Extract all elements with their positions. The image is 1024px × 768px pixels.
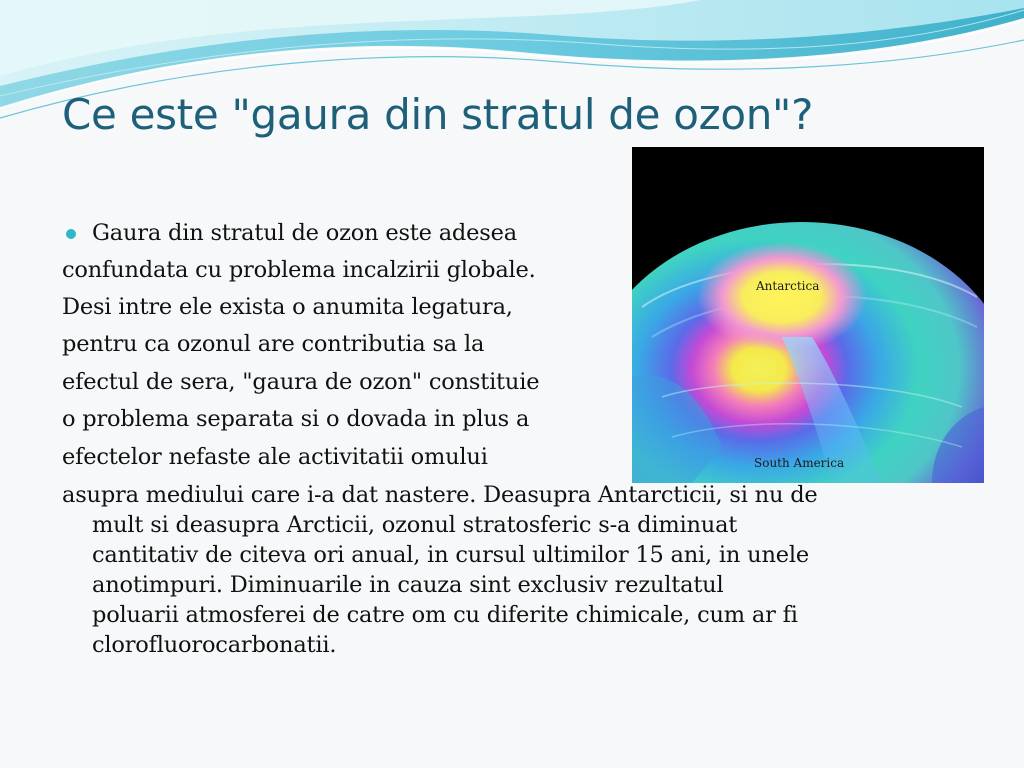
bullet-dot-icon bbox=[66, 229, 76, 239]
south-america-label: South America bbox=[754, 456, 845, 470]
antarctica-label: Antarctica bbox=[756, 279, 820, 293]
paragraph-line: efectul de sera, "gaura de ozon" constituie bbox=[62, 369, 540, 395]
paragraph-line: poluarii atmosferei de catre om cu diferite chimicale, cum ar fi bbox=[92, 602, 798, 628]
paragraph-line: pentru ca ozonul are contributia sa la bbox=[62, 331, 485, 357]
slide-title: Ce este "gaura din stratul de ozon"? bbox=[62, 90, 814, 139]
ozone-hole-map-icon bbox=[632, 147, 984, 483]
paragraph-line: Desi intre ele exista o anumita legatura, bbox=[62, 294, 513, 320]
paragraph-line: anotimpuri. Diminuarile in cauza sint exclusiv rezultatul bbox=[92, 572, 724, 598]
paragraph-line: mult si deasupra Arcticii, ozonul stratosferic s-a diminuat bbox=[92, 512, 738, 538]
paragraph-line: confundata cu problema incalzirii globale. bbox=[62, 257, 536, 283]
paragraph-line: Gaura din stratul de ozon este adesea bbox=[92, 220, 517, 246]
ozone-hole-image bbox=[632, 147, 984, 483]
paragraph-line: asupra mediului care i-a dat nastere. Deasupra Antarcticii, si nu de bbox=[62, 482, 818, 508]
paragraph-line: clorofluorocarbonatii. bbox=[92, 632, 337, 658]
paragraph-line: efectelor nefaste ale activitatii omului bbox=[62, 444, 488, 470]
paragraph-line: cantitativ de citeva ori anual, in cursul ultimilor 15 ani, in unele bbox=[92, 542, 809, 568]
paragraph-line: o problema separata si o dovada in plus a bbox=[62, 406, 530, 432]
